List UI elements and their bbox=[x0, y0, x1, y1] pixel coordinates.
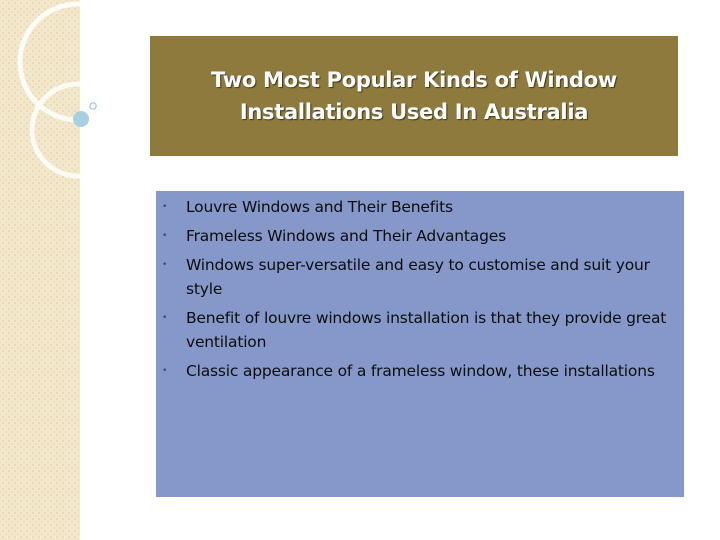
slide-title-line: Two Most Popular Kinds of Window bbox=[211, 68, 617, 92]
bullet-item bbox=[156, 224, 676, 248]
slide-title-line: Installations Used In Australia bbox=[239, 100, 589, 124]
bullet-icon: • bbox=[162, 231, 168, 241]
bullet-icon: • bbox=[162, 260, 168, 270]
bullet-text: Windows super-versatile and easy to customise and suit your style bbox=[186, 256, 650, 298]
decorative-ring-small bbox=[32, 84, 124, 176]
decorative-ring-large bbox=[20, 4, 136, 120]
bullet-list bbox=[156, 191, 684, 383]
decorative-dot-small bbox=[90, 103, 96, 109]
bullet-text: Louvre Windows and Their Benefits bbox=[186, 198, 453, 216]
slide-title-box bbox=[150, 36, 678, 156]
bullet-text: Classic appearance of a frameless window, these installations bbox=[186, 362, 655, 380]
bullet-item bbox=[156, 253, 676, 301]
decorative-rings bbox=[0, 0, 160, 200]
bullet-icon: • bbox=[162, 313, 168, 323]
bullet-item bbox=[156, 359, 676, 383]
decorative-dot-large bbox=[73, 111, 89, 127]
bullet-item bbox=[156, 195, 676, 219]
slide-content-box bbox=[156, 191, 684, 497]
bullet-icon: • bbox=[162, 202, 168, 212]
slide-title bbox=[211, 64, 617, 128]
bullet-icon: • bbox=[162, 366, 168, 376]
bullet-item bbox=[156, 306, 676, 354]
bullet-text: Benefit of louvre windows installation is that they provide great ventilation bbox=[186, 309, 667, 351]
bullet-text: Frameless Windows and Their Advantages bbox=[186, 227, 506, 245]
